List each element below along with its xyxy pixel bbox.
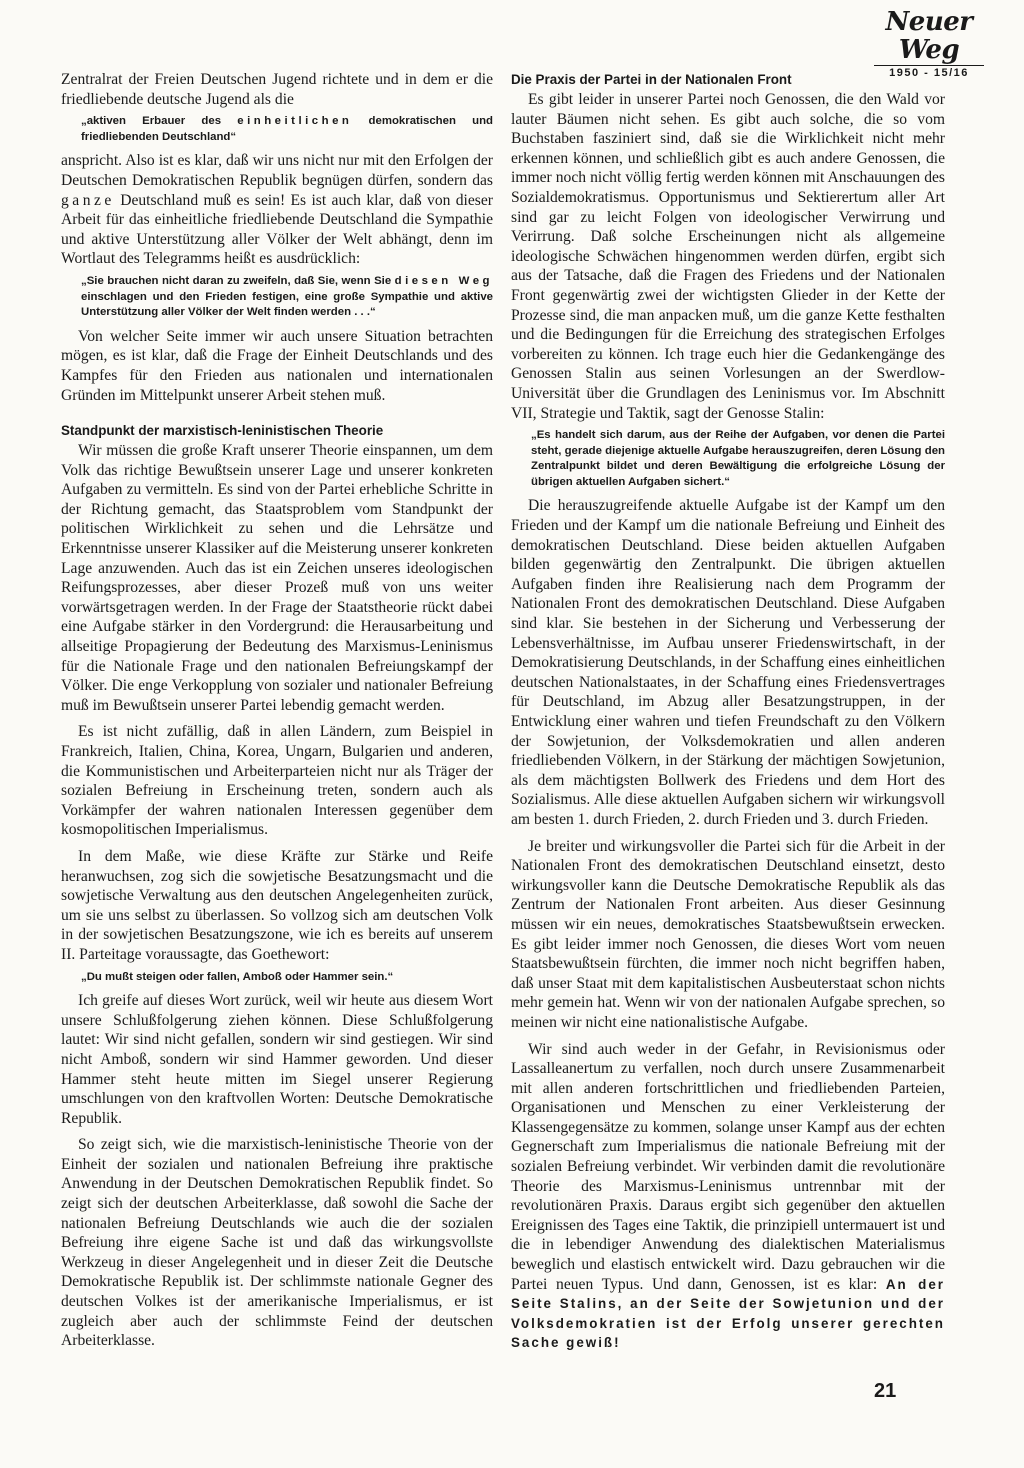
quote-fdj: „aktiven Erbauer des einheitlichen demokratischen und friedliebenden Deutschland“ (81, 115, 493, 143)
paragraph: Je breiter und wirkungsvoller die Partei sich für die Arbeit in der Nationalen Front des demokratischen Deutschland einsetzt, desto wirkungsvoller kann die Deutsche Demokratische Republik als das Zentrum der Nationalen Front arbeiten. Aus dieser Gesinnung müssen wir ein neues, demokratisches Staatsbewußtsein erwecken. Es gibt leider immer noch Genossen, die dieses Wort vom neuen Staatsbewußtsein fürchten, die immer noch nicht begriffen haben, daß unser Staat mit dem kapitalistischen Ausbeuterstaat schon nichts mehr gemein hat. Wenn wir von der nationalen Aufgabe sprechen, so meinen wir nicht eine nationalistische Aufgabe. (511, 837, 945, 1031)
paragraph: In dem Maße, wie diese Kräfte zur Stärke und Reife heranwuchsen, zog sich die sowjetische Besatzungsmacht und die sowjetische Verwaltung aus den deutschen Angelegenheiten zurück, um sie uns selbst zu überlassen. So vollzog sich am deutschen Volk in der sowjetischen Besatzungszone, wie ich es bereits auf unserem II. Parteitage voraussagte, das Goethewort: (61, 847, 493, 963)
masthead (874, 8, 984, 79)
emphasis-spaced: diesen Weg (394, 274, 493, 287)
left-column (61, 70, 493, 1351)
section-heading: Standpunkt der marxistisch-leninistischen Theorie (61, 423, 384, 439)
right-column (511, 70, 945, 1353)
paragraph: Ich greife auf dieses Wort zurück, weil wir heute aus diesem Wort unsere Schlußfolgerung ziehen können. Diese Schlußfolgerung lautet: Wir sind nicht gefallen, sondern wir sind gestiegen. Wir sind nicht Amboß, sondern wir sind Hammer geworden. Und dieser Hammer steht heute mitten im Siegel unserer Regierung umschlungen von den kraftvollen Worten: Deutsche Demokratische Republik. (61, 992, 493, 1127)
section-heading: Die Praxis der Partei in der Nationalen Front (511, 72, 792, 87)
quote-goethe: „Du mußt steigen oder fallen, Amboß oder Hammer sein.“ (81, 970, 394, 983)
issue-number: 1950 - 15/16 (874, 65, 984, 79)
emphasis-spaced: einheitlichen (237, 115, 353, 128)
quote-telegram: „Sie brauchen nicht daran zu zweifeln, daß Sie, wenn Sie diesen Weg einschlagen und den Frieden festigen, eine große Sympathie und aktive Unterstützung aller Völker der Welt finden werden . . .“ (81, 274, 493, 319)
paragraph: anspricht. Also ist es klar, daß wir uns nicht nur mit den Erfolgen der Deutschen Demokratischen Republik begnügen dürfen, sondern das ganze Deutschland muß es sein! Es ist auch klar, daß von dieser Arbeit für das einheitliche friedliebende Deutschland die Sympathie und aktive Unterstützung aller Völker der Welt abhängt, denn im Wortlaut des Telegramms heißt es ausdrücklich: (61, 152, 493, 268)
paragraph: Von welcher Seite immer wir auch unsere Situation betrachten mögen, es ist klar, daß die Frage der Einheit Deutschlands und des Kampfes für den Frieden aus nationalen und internationalen Gründen im Mittelpunkt unserer Arbeit stehen muß. (61, 327, 493, 404)
emphasis-spaced: ganze (61, 191, 115, 209)
page-number: 21 (874, 1380, 897, 1402)
masthead-logo: Neuer Weg (885, 7, 973, 65)
paragraph: Zentralrat der Freien Deutschen Jugend richtete und in dem er die friedliebende deutsche Jugend als die (61, 71, 493, 108)
paragraph: So zeigt sich, wie die marxistisch-leninistische Theorie von der Einheit der sozialen und nationalen Befreiung ihre praktische Anwendung in der Deutschen Demokratischen Republik findet. So zeigt sich der deutschen Arbeiterklasse, daß sowohl die Sache der nationalen Befreiung Deutschlands wie auch die der sozialen Befreiung ihre eigene Sache ist und daß das wirkungsvollste Werkzeug in dieser Angelegenheit und in dieser Zeit die Deutsche Demokratische Republik ist. Der schlimmste nationale Gegner des deutschen Volkes ist der amerikanische Imperialismus, er ist zugleich aber auch der schlimmste Feind der deutschen Arbeiterklasse. (61, 1136, 493, 1350)
paragraph: Es ist nicht zufällig, daß in allen Ländern, zum Beispiel in Frankreich, Italien, China, Korea, Ungarn, Bulgarien und anderen, die Kommunistischen und Arbeiterparteien nicht nur als Träger der sozialen Befreiung in Erscheinung treten, sondern auch als Vorkämpfer der wahren nationalen Interessen gegenüber dem kosmopolitischen Imperialismus. (61, 723, 493, 839)
quote-stalin: „Es handelt sich darum, aus der Reihe der Aufgaben, vor denen die Partei steht, gerade diejenige aktuelle Aufgabe herauszugreifen, deren Lösung den Zentralpunkt bildet und deren Bewältigung die erfolgreiche Lösung der übrigen aktuellen Aufgaben sichert.“ (531, 429, 945, 488)
closing-slogan: An der Seite Stalins, an der Seite der Sowjetunion und der Volksdemokratien ist der Erfolg unserer gerechten Sache gewiß! (511, 1276, 945, 1351)
paragraph: Wir müssen die große Kraft unserer Theorie einspannen, um dem Volk das richtige Bewußtsein unserer Lage und unserer konkreten Aufgaben zu vermitteln. Es sind von der Partei erhebliche Schritte in der Richtung gemacht, das Staatsproblem vom Standpunkt der politischen Wirklichkeit zu sehen und die Lehrsätze und Erkenntnisse unserer Klassiker auf die Meisterung unserer konkreten Lage anzuwenden. Auch das ist ein Zeichen unseres ideologischen Reifungsprozesses, aber dieser Prozeß muß von uns weiter vorwärtsgetragen werden. In der Frage der Staatstheorie rückt dabei eine Aufgabe stärker in den Vordergrund: die Herausarbeitung und allseitige Propagierung der Bedeutung des Marxismus-Leninismus für die Nationale Frage und den nationalen Befreiungskampf der Völker. Die enge Verkopplung von sozialer und nationaler Befreiung muß im Bewußtsein unserer Partei lebendig gemacht werden. (61, 442, 493, 714)
paragraph: Die herauszugreifende aktuelle Aufgabe ist der Kampf um den Frieden und der Kampf um die nationale Befreiung und Einheit des demokratischen Deutschland. Diese beiden aktuellen Aufgaben bilden gegenwärtig den Zentralpunkt. Die übrigen aktuellen Aufgaben finden ihre Realisierung nach dem Programm der Nationalen Front des demokratischen Deutschland. Diese Aufgaben sind klar. Sie bestehen in der Sicherung und Verbesserung der Lebensverhältnisse, im Aufbau unserer Friedenswirtschaft, in der Demokratisierung Deutschlands, in der Schaffung eines einheitlichen deutschen Nationalstaates, in der Schaffung eines Friedensvertrages für Deutschland, im Abzug aller Besatzungstruppen, in der Entwicklung einer wahren und tiefen Freundschaft zu den Völkern der Sowjetunion, der Volksdemokratien und allen anderen friedliebenden Völkern, in der Stärkung der mächtigen Sowjetunion, als dem mächtigsten Bollwerk des Friedens und dem Hort des Sozialismus. Alle diese aktuellen Aufgaben sichern wir wirkungsvoll am besten 1. durch Frieden, 2. durch Frieden und 3. durch Frieden. (511, 497, 945, 828)
paragraph: Wir sind auch weder in der Gefahr, in Revisionismus oder Lassalleanertum zu verfallen, noch durch unsere Zusammenarbeit mit allen anderen fortschrittlichen und friedliebenden Parteien, Organisationen und Menschen zu einer Verkleisterung der Klassengegensätze zu kommen, solange unser Kampf aus der echten Gegnerschaft zum Imperialismus die nationale Befreiung mit der sozialen Befreiung verbindet. Wir verbinden damit die revolutionäre Theorie des Marxismus-Leninismus untrennbar mit der revolutionären Praxis. Daraus ergibt sich gegenüber den aktuellen Ereignissen des Tages eine Taktik, die prinzipiell untermauert ist und die in lebendiger Anwendung des dialektischen Materialismus beweglich und elastisch entwickelt wird. Dazu gebrauchen wir die Partei neuen Typus. Und dann, Genossen, ist es klar: An der Seite Stalins, an der Seite der Sowjetunion und der Volksdemokratien ist der Erfolg unserer gerechten Sache gewiß! (511, 1040, 945, 1351)
paragraph: Es gibt leider in unserer Partei noch Genossen, die den Wald vor lauter Bäumen nicht sehen. Es gibt auch solche, die so vom Buchstaben fasziniert sind, daß sie die Wirklichkeit nicht mehr erkennen können, und schließlich gibt es auch andere Genossen, die immer noch nicht völlig fertig werden können mit Anschauungen des Sozialdemokratismus. Opportunismus und Sektierertum aller Art sind gar zu leicht Folgen von ideologischer Verwirrung und Verirrung. Daß solche Erscheinungen nicht als allgemeine ideologische Schwächen hingenommen werden dürfen, ergibt sich aus der Tatsache, daß die Fragen des Friedens und der Nationalen Front gegenwärtig zwei der wichtigsten Glieder in der Kette der Prozesse sind, die man anpacken muß, um die ganze Kette festhalten und die Bedingungen für die Erreichung des strategischen Erfolges vorbereiten zu können. Ich trage euch hier die Gedankengänge des Genossen Stalin aus seinen Vorlesungen an der Swerdlow-Universität über die Grundlagen des Leninismus vor. Im Abschnitt VII, Strategie und Taktik, sagt der Genosse Stalin: (511, 91, 945, 422)
